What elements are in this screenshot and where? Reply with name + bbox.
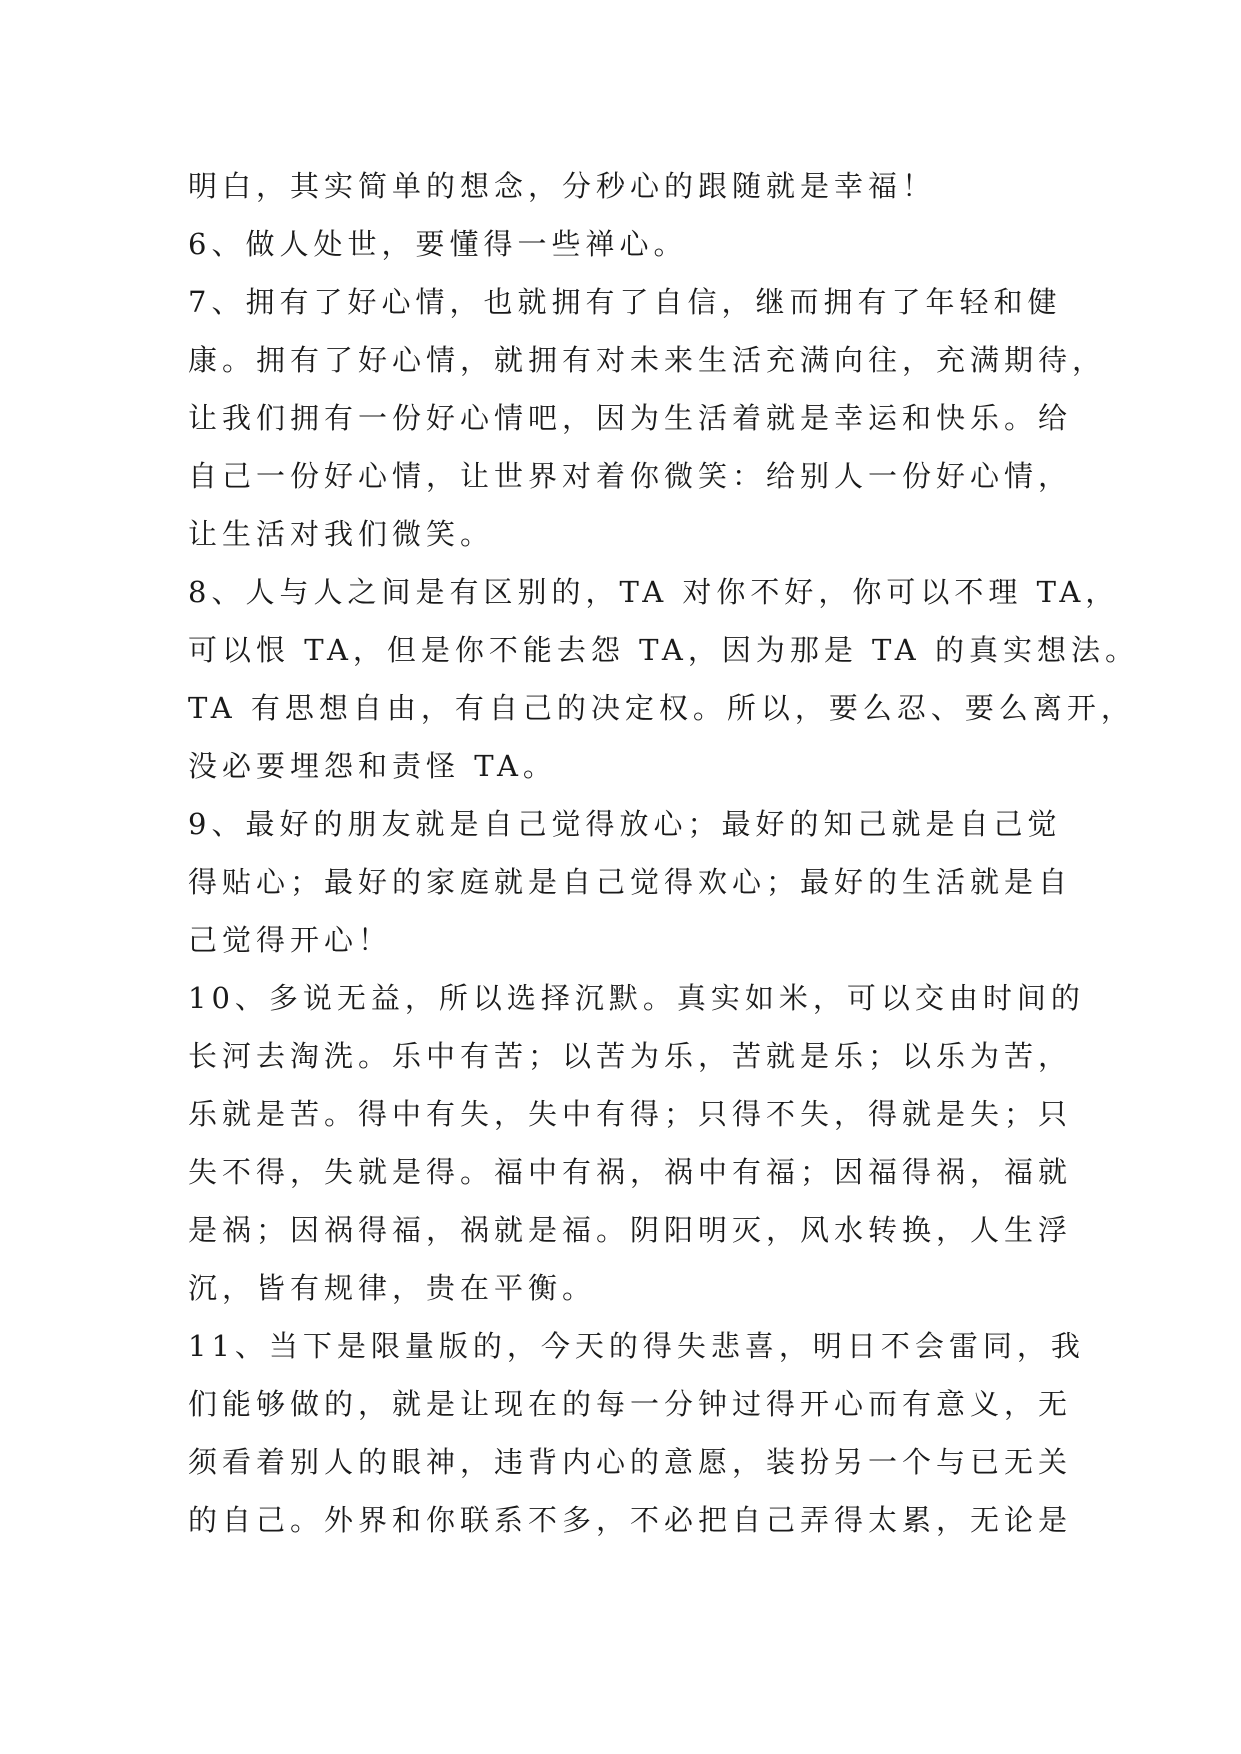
text-line: 10、多说无益，所以选择沉默。真实如米，可以交由时间的 xyxy=(188,981,1085,1015)
text-line: 9、最好的朋友就是自己觉得放心；最好的知己就是自己觉 xyxy=(188,807,1062,841)
text-line: 让生活对我们微笑。 xyxy=(188,517,495,551)
text-line: 6、做人处世，要懂得一些禅心。 xyxy=(188,227,688,261)
document-body xyxy=(188,157,1139,1549)
text-line: 己觉得开心！ xyxy=(188,923,393,957)
text-line: 沉，皆有规律，贵在平衡。 xyxy=(188,1271,597,1305)
text-line: 康。拥有了好心情，就拥有对未来生活充满向往，充满期待， xyxy=(188,343,1107,377)
text-line: 得贴心；最好的家庭就是自己觉得欢心；最好的生活就是自 xyxy=(188,865,1073,899)
text-line: 们能够做的，就是让现在的每一分钟过得开心而有意义，无 xyxy=(188,1387,1073,1421)
text-line: 是祸；因祸得福，祸就是福。阴阳明灭，风水转换，人生浮 xyxy=(188,1213,1073,1247)
text-line: 长河去淘洗。乐中有苦；以苦为乐，苦就是乐；以乐为苦， xyxy=(188,1039,1073,1073)
text-line: 8、人与人之间是有区别的，TA 对你不好，你可以不理 TA， xyxy=(188,575,1120,609)
text-line: 失不得，失就是得。福中有祸，祸中有福；因福得祸，福就 xyxy=(188,1155,1073,1189)
text-line: 的自己。外界和你联系不多，不必把自己弄得太累，无论是 xyxy=(188,1503,1073,1537)
text-line: 明白，其实简单的想念，分秒心的跟随就是幸福！ xyxy=(188,169,937,203)
text-line: 11、当下是限量版的，今天的得失悲喜，明日不会雷同，我 xyxy=(188,1329,1085,1363)
text-line: 自己一份好心情，让世界对着你微笑：给别人一份好心情， xyxy=(188,459,1073,493)
text-line: 7、拥有了好心情，也就拥有了自信，继而拥有了年轻和健 xyxy=(188,285,1062,319)
text-line: 乐就是苦。得中有失，失中有得；只得不失，得就是失；只 xyxy=(188,1097,1073,1131)
text-line: 可以恨 TA，但是你不能去怨 TA，因为那是 TA 的真实想法。 xyxy=(188,633,1139,667)
text-line: 让我们拥有一份好心情吧，因为生活着就是幸运和快乐。给 xyxy=(188,401,1073,435)
text-line: 没必要埋怨和责怪 TA。 xyxy=(188,749,557,783)
text-line: 须看着别人的眼神，违背内心的意愿，装扮另一个与已无关 xyxy=(188,1445,1073,1479)
text-line: TA 有思想自由，有自己的决定权。所以，要么忍、要么离开， xyxy=(188,691,1135,725)
